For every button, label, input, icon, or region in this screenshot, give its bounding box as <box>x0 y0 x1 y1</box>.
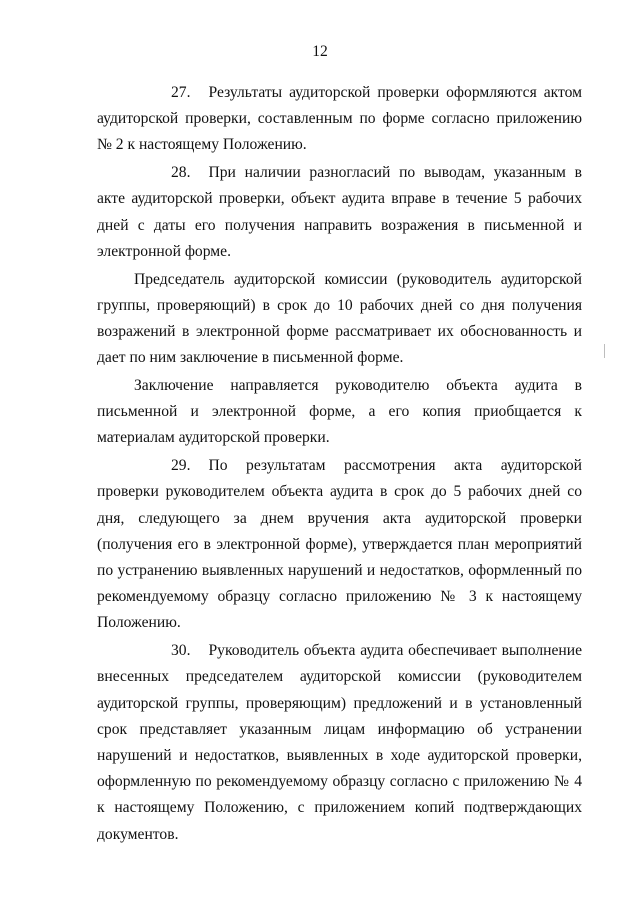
paragraph-30 <box>97 638 582 848</box>
paragraph-number: 27. <box>171 84 191 101</box>
page-number: 12 <box>312 43 328 60</box>
paragraph-number: 28. <box>171 164 191 182</box>
paragraph-28-continued-2 <box>97 373 582 452</box>
paragraph-text: По результатам рассмотрения акта аудиторской проверки руководителем объекта аудита в срок до 5 рабочих дней со дня, следующего за днем вручения акта аудиторской проверки (получения его в электронной форме), утверждается план мероприятий по устранению выявленных нарушений и недостатков, оформленный по рекомендуемому образцу согласно приложению № 3 к настоящему Положению. <box>97 457 582 632</box>
paragraph-28-continued-1 <box>97 267 582 372</box>
document-body <box>97 80 582 849</box>
paragraph-text: При наличии разногласий по выводам, указанным в акте аудиторской проверки, объект аудита вправе в течение 5 рабочих дней с даты его получения направить возражения в письменной и электронной форме. <box>97 164 582 260</box>
paragraph-29 <box>97 453 582 636</box>
paragraph-text: Результаты аудиторской проверки оформляются актом аудиторской проверки, составленным по форме согласно приложению № 2 к настоящему Положению. <box>97 84 582 154</box>
paragraph-number: 29. <box>171 457 191 475</box>
scan-artifact <box>604 344 605 358</box>
paragraph-text: Председатель аудиторской комиссии (руководитель аудиторской группы, проверяющий) в срок до 10 рабочих дней со дня получения возражений в электронной форме рассматривает их обоснованность и дает по ним заключение в письменной форме. <box>97 270 582 367</box>
paragraph-number: 30. <box>171 642 191 660</box>
paragraph-27 <box>97 80 582 159</box>
paragraph-text: Руководитель объекта аудита обеспечивает выполнение внесенных председателем аудиторской комиссии (руководителем аудиторской группы, проверяющим) предложений и в установленный срок представляет указанным лицам информацию об устранении нарушений и недостатков, выявленных в ходе аудиторской проверки, оформленную по рекомендуемому образцу согласно с приложению № 4 к настоящему Положению, с приложением копий подтверждающих документов. <box>97 642 582 843</box>
paragraph-28 <box>97 160 582 265</box>
paragraph-text: Заключение направляется руководителю объекта аудита в письменной и электронной форме, а его копия приобщается к материалам аудиторской проверки. <box>97 377 582 447</box>
